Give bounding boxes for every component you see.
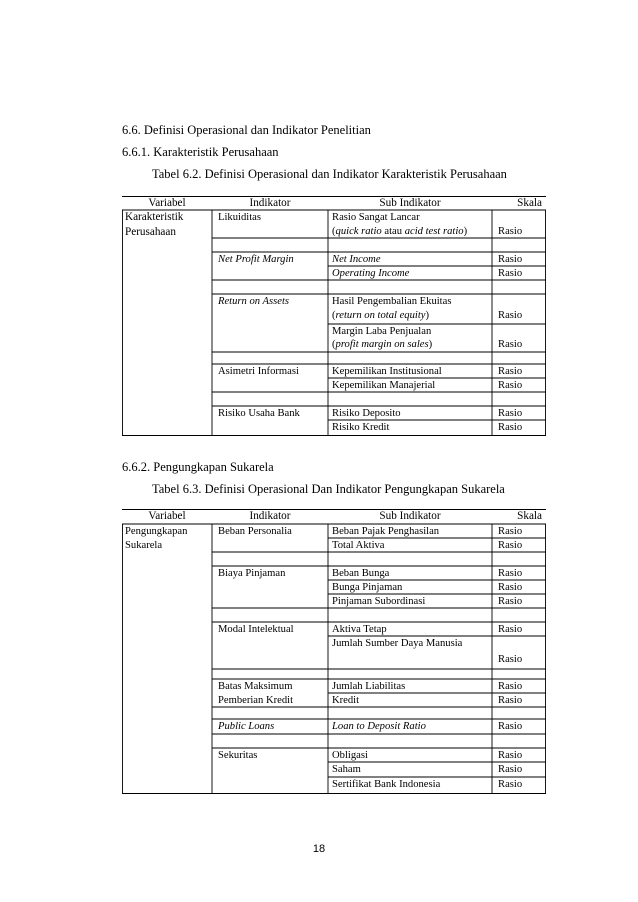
sub-aktiva-tetap: Aktiva Tetap [332,624,387,635]
header-sub-indikator: Sub Indikator [379,510,441,522]
header-variabel: Variabel [148,197,186,209]
sub-risiko-deposito: Risiko Deposito [332,408,401,419]
table-karakteristik [122,196,546,436]
skala-cell: Rasio [498,268,523,279]
indikator-beban-personalia: Beban Personalia [218,526,292,537]
skala-cell: Rasio [498,254,523,265]
skala-cell: Rasio [498,226,523,237]
page-number: 18 [312,843,326,855]
sub-margin-laba-penjualan: Margin Laba Penjualan [332,326,432,337]
table1-caption: Tabel 6.2. Definisi Operasional dan Indikator Karakteristik Perusahaan [152,167,507,181]
skala-cell: Rasio [498,764,523,775]
sub-kredit: Kredit [332,695,360,706]
subsection-title-1: 6.6.1. Karakteristik Perusahaan [122,145,279,159]
skala-cell: Rasio [498,695,523,706]
sub-bunga-pinjaman: Bunga Pinjaman [332,582,403,593]
skala-cell: Rasio [498,750,523,761]
sub-total-aktiva: Total Aktiva [332,540,385,551]
section-title: 6.6. Definisi Operasional dan Indikator Penelitian [122,123,371,137]
indikator-return-on-assets: Return on Assets [218,296,290,307]
sub-beban-bunga: Beban Bunga [332,568,390,579]
indikator-bmpk-line2: Pemberian Kredit [218,695,294,706]
skala-cell: Rasio [498,654,523,665]
sub-jumlah-sdm: Jumlah Sumber Daya Manusia [332,638,463,649]
header-variabel: Variabel [148,510,186,522]
skala-cell: Rasio [498,310,523,321]
skala-cell: Rasio [498,596,523,607]
sub-kepemilikan-manajerial: Kepemilikan Manajerial [332,380,436,391]
indikator-public-loans: Public Loans [218,721,275,732]
sub-loan-to-deposit-ratio: Loan to Deposit Ratio [332,721,426,732]
indikator-sekuritas: Sekuritas [218,750,258,761]
indikator-likuiditas: Likuiditas [218,212,261,223]
skala-cell: Rasio [498,380,523,391]
header-skala: Skala [517,510,542,522]
sub-beban-pajak-penghasilan: Beban Pajak Penghasilan [332,526,440,537]
sub-pinjaman-subordinasi: Pinjaman Subordinasi [332,596,426,607]
sub-quick-ratio: (quick ratio atau acid test ratio) [332,226,468,237]
sub-profit-margin-on-sales: (profit margin on sales) [332,339,433,350]
variabel-cell: Karakteristik [125,211,184,223]
skala-cell: Rasio [498,681,523,692]
indikator-net-profit-margin: Net Profit Margin [218,254,294,265]
skala-cell: Rasio [498,422,523,433]
skala-cell: Rasio [498,526,523,537]
skala-cell: Rasio [498,624,523,635]
header-skala: Skala [517,197,542,209]
subsection-title-2: 6.6.2. Pengungkapan Sukarela [122,460,274,474]
skala-cell: Rasio [498,721,523,732]
table-pengungkapan [122,509,546,795]
header-indikator: Indikator [249,197,291,209]
skala-cell: Rasio [498,568,523,579]
skala-cell: Rasio [498,408,523,419]
indikator-modal-intelektual: Modal Intelektual [218,624,294,635]
indikator-biaya-pinjaman: Biaya Pinjaman [218,568,286,579]
sub-net-income: Net Income [332,254,381,265]
indikator-asimetri-informasi: Asimetri Informasi [218,366,299,377]
header-sub-indikator: Sub Indikator [379,197,441,209]
sub-operating-income: Operating Income [332,268,410,279]
skala-cell: Rasio [498,582,523,593]
skala-cell: Rasio [498,339,523,350]
skala-cell: Rasio [498,540,523,551]
sub-rasio-sangat-lancar: Rasio Sangat Lancar [332,212,420,223]
sub-return-on-total-equity: (return on total equity) [332,310,430,321]
table2-caption: Tabel 6.3. Definisi Operasional Dan Indikator Pengungkapan Sukarela [152,482,505,496]
variabel-cell-line2: Sukarela [125,540,163,551]
sub-kepemilikan-institusional: Kepemilikan Institusional [332,366,442,377]
variabel-cell-line2: Perusahaan [125,226,176,238]
variabel-cell: Pengungkapan [125,526,188,537]
sub-risiko-kredit: Risiko Kredit [332,422,390,433]
sub-jumlah-liabilitas: Jumlah Liabilitas [332,681,406,692]
sub-hasil-pengembalian-ekuitas: Hasil Pengembalian Ekuitas [332,296,452,307]
skala-cell: Rasio [498,366,523,377]
header-indikator: Indikator [249,510,291,522]
skala-cell: Rasio [498,779,523,790]
indikator-bmpk: Batas Maksimum [218,681,293,692]
sub-obligasi: Obligasi [332,750,368,761]
indikator-risiko-usaha-bank: Risiko Usaha Bank [218,408,300,419]
sub-sertifikat-bank-indonesia: Sertifikat Bank Indonesia [332,779,441,790]
sub-saham: Saham [332,764,361,775]
